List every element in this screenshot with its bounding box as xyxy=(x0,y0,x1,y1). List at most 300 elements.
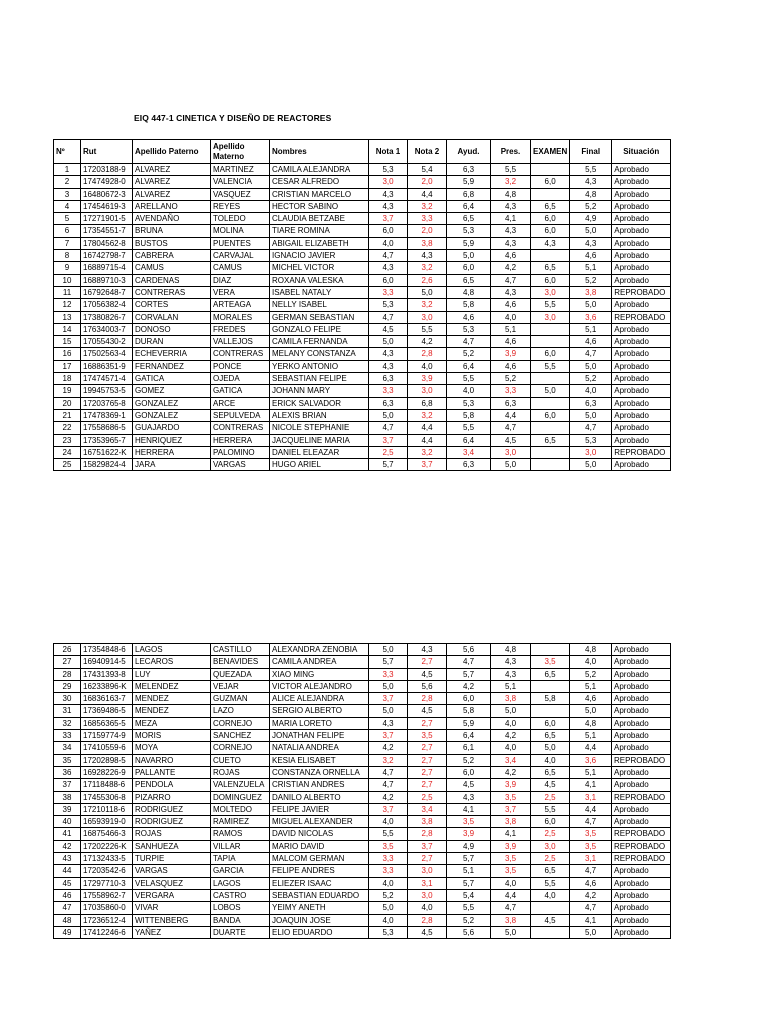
status-cell: Aprobado xyxy=(612,644,671,656)
presentation-cell: 5,1 xyxy=(491,323,531,335)
assistantship-cell: 5,3 xyxy=(447,323,491,335)
grades-table-part-2 xyxy=(53,643,671,939)
table-row xyxy=(54,286,671,298)
rut-cell: 16593919-0 xyxy=(81,816,133,828)
first-names-cell: KESIA ELISABET xyxy=(270,754,369,766)
assistantship-cell: 6,1 xyxy=(447,742,491,754)
table-row xyxy=(54,877,671,889)
grades-body-part-1 xyxy=(54,164,671,471)
presentation-cell: 3,7 xyxy=(491,803,531,815)
grade-1-cell: 5,7 xyxy=(369,656,408,668)
grade-2-cell: 3,5 xyxy=(408,730,447,742)
table-header-row xyxy=(54,140,671,164)
presentation-cell: 4,3 xyxy=(491,200,531,212)
paternal-surname-cell: LECAROS xyxy=(133,656,211,668)
maternal-surname-cell: VALLEJOS xyxy=(211,336,270,348)
status-cell: REPROBADO xyxy=(612,446,671,458)
header-final: Final xyxy=(570,140,612,164)
maternal-surname-cell: CONTRERAS xyxy=(211,422,270,434)
number-cell: 10 xyxy=(54,274,81,286)
first-names-cell: NICOLE STEPHANIE xyxy=(270,422,369,434)
paternal-surname-cell: VARGAS xyxy=(133,865,211,877)
number-cell: 38 xyxy=(54,791,81,803)
exam-cell: 5,5 xyxy=(531,877,570,889)
first-names-cell: HUGO ARIEL xyxy=(270,459,369,471)
grade-2-cell: 4,4 xyxy=(408,422,447,434)
table-row xyxy=(54,409,671,421)
exam-cell: 5,5 xyxy=(531,803,570,815)
paternal-surname-cell: RODRIGUEZ xyxy=(133,803,211,815)
final-cell: 5,2 xyxy=(570,373,612,385)
table-row xyxy=(54,693,671,705)
table-row xyxy=(54,730,671,742)
status-cell: REPROBADO xyxy=(612,754,671,766)
assistantship-cell: 5,9 xyxy=(447,717,491,729)
exam-cell: 3,0 xyxy=(531,840,570,852)
table-row xyxy=(54,250,671,262)
final-cell: 5,0 xyxy=(570,225,612,237)
presentation-cell: 3,8 xyxy=(491,816,531,828)
grade-2-cell: 6,8 xyxy=(408,397,447,409)
final-cell: 5,2 xyxy=(570,200,612,212)
assistantship-cell: 4,9 xyxy=(447,840,491,852)
assistantship-cell: 5,2 xyxy=(447,754,491,766)
assistantship-cell: 4,2 xyxy=(447,680,491,692)
table-row xyxy=(54,779,671,791)
grade-1-cell: 5,3 xyxy=(369,926,408,938)
grade-1-cell: 3,3 xyxy=(369,385,408,397)
exam-cell: 4,5 xyxy=(531,779,570,791)
first-names-cell: IGNACIO JAVIER xyxy=(270,250,369,262)
final-cell: 4,6 xyxy=(570,250,612,262)
exam-cell: 3,0 xyxy=(531,311,570,323)
header-number: Nº xyxy=(54,140,81,164)
number-cell: 34 xyxy=(54,742,81,754)
assistantship-cell: 4,3 xyxy=(447,791,491,803)
paternal-surname-cell: BRUNA xyxy=(133,225,211,237)
grade-2-cell: 5,5 xyxy=(408,323,447,335)
paternal-surname-cell: MEZA xyxy=(133,717,211,729)
status-cell: Aprobado xyxy=(612,434,671,446)
presentation-cell: 4,6 xyxy=(491,250,531,262)
presentation-cell: 4,8 xyxy=(491,644,531,656)
rut-cell: 16875466-3 xyxy=(81,828,133,840)
presentation-cell: 4,3 xyxy=(491,668,531,680)
number-cell: 39 xyxy=(54,803,81,815)
final-cell: 3,8 xyxy=(570,286,612,298)
final-cell: 5,3 xyxy=(570,434,612,446)
exam-cell: 6,0 xyxy=(531,409,570,421)
exam-cell: 3,5 xyxy=(531,656,570,668)
maternal-surname-cell: PONCE xyxy=(211,360,270,372)
final-cell: 5,1 xyxy=(570,766,612,778)
paternal-surname-cell: AVENDAÑO xyxy=(133,213,211,225)
grade-2-cell: 4,5 xyxy=(408,668,447,680)
paternal-surname-cell: GUAJARDO xyxy=(133,422,211,434)
number-cell: 41 xyxy=(54,828,81,840)
assistantship-cell: 6,3 xyxy=(447,459,491,471)
first-names-cell: NATALIA ANDREA xyxy=(270,742,369,754)
grade-1-cell: 4,7 xyxy=(369,250,408,262)
assistantship-cell: 6,0 xyxy=(447,693,491,705)
header-first-names: Nombres xyxy=(270,140,369,164)
first-names-cell: GONZALO FELIPE xyxy=(270,323,369,335)
rut-cell: 17455306-8 xyxy=(81,791,133,803)
paternal-surname-cell: CAMUS xyxy=(133,262,211,274)
rut-cell: 16233896-K xyxy=(81,680,133,692)
grade-2-cell: 4,5 xyxy=(408,705,447,717)
rut-cell: 17203765-8 xyxy=(81,397,133,409)
grade-1-cell: 4,3 xyxy=(369,348,408,360)
table-row xyxy=(54,237,671,249)
assistantship-cell: 6,5 xyxy=(447,213,491,225)
exam-cell xyxy=(531,188,570,200)
paternal-surname-cell: CONTRERAS xyxy=(133,286,211,298)
grade-2-cell: 4,0 xyxy=(408,360,447,372)
status-cell: Aprobado xyxy=(612,336,671,348)
first-names-cell: CLAUDIA BETZABE xyxy=(270,213,369,225)
assistantship-cell: 6,4 xyxy=(447,730,491,742)
rut-cell: 17410559-6 xyxy=(81,742,133,754)
number-cell: 31 xyxy=(54,705,81,717)
maternal-surname-cell: VERA xyxy=(211,286,270,298)
paternal-surname-cell: MOYA xyxy=(133,742,211,754)
status-cell: Aprobado xyxy=(612,656,671,668)
rut-cell: 17055430-2 xyxy=(81,336,133,348)
table-row xyxy=(54,791,671,803)
rut-cell: 17502563-4 xyxy=(81,348,133,360)
first-names-cell: DAVID NICOLAS xyxy=(270,828,369,840)
paternal-surname-cell: HERRERA xyxy=(133,446,211,458)
rut-cell: 17634003-7 xyxy=(81,323,133,335)
first-names-cell: ELIEZER ISAAC xyxy=(270,877,369,889)
first-names-cell: JOHANN MARY xyxy=(270,385,369,397)
final-cell: 5,2 xyxy=(570,668,612,680)
maternal-surname-cell: LAZO xyxy=(211,705,270,717)
exam-cell: 6,0 xyxy=(531,225,570,237)
first-names-cell: MICHEL VICTOR xyxy=(270,262,369,274)
first-names-cell: YERKO ANTONIO xyxy=(270,360,369,372)
grade-2-cell: 5,6 xyxy=(408,680,447,692)
final-cell: 4,6 xyxy=(570,877,612,889)
grade-1-cell: 3,3 xyxy=(369,286,408,298)
grade-1-cell: 4,3 xyxy=(369,360,408,372)
exam-cell xyxy=(531,902,570,914)
table-row xyxy=(54,902,671,914)
presentation-cell: 3,4 xyxy=(491,754,531,766)
maternal-surname-cell: BANDA xyxy=(211,914,270,926)
assistantship-cell: 3,4 xyxy=(447,446,491,458)
exam-cell: 2,5 xyxy=(531,791,570,803)
maternal-surname-cell: ROJAS xyxy=(211,766,270,778)
final-cell: 4,7 xyxy=(570,816,612,828)
assistantship-cell: 5,7 xyxy=(447,853,491,865)
number-cell: 27 xyxy=(54,656,81,668)
number-cell: 9 xyxy=(54,262,81,274)
first-names-cell: GERMAN SEBASTIAN xyxy=(270,311,369,323)
grade-1-cell: 4,2 xyxy=(369,742,408,754)
maternal-surname-cell: MARTINEZ xyxy=(211,164,270,176)
grade-2-cell: 3,4 xyxy=(408,803,447,815)
maternal-surname-cell: DIAZ xyxy=(211,274,270,286)
table-row xyxy=(54,188,671,200)
grade-2-cell: 3,0 xyxy=(408,865,447,877)
assistantship-cell: 5,6 xyxy=(447,926,491,938)
first-names-cell: NELLY ISABEL xyxy=(270,299,369,311)
assistantship-cell: 4,5 xyxy=(447,779,491,791)
exam-cell: 2,5 xyxy=(531,828,570,840)
rut-cell: 16940914-5 xyxy=(81,656,133,668)
presentation-cell: 3,5 xyxy=(491,791,531,803)
grade-2-cell: 2,7 xyxy=(408,717,447,729)
assistantship-cell: 6,5 xyxy=(447,274,491,286)
header-status: Situación xyxy=(612,140,671,164)
first-names-cell: MALCOM GERMAN xyxy=(270,853,369,865)
final-cell: 4,3 xyxy=(570,176,612,188)
paternal-surname-cell: MORIS xyxy=(133,730,211,742)
final-cell: 4,1 xyxy=(570,914,612,926)
maternal-surname-cell: SANCHEZ xyxy=(211,730,270,742)
grade-2-cell: 3,0 xyxy=(408,889,447,901)
paternal-surname-cell: TURPIE xyxy=(133,853,211,865)
maternal-surname-cell: TAPIA xyxy=(211,853,270,865)
first-names-cell: TIARE ROMINA xyxy=(270,225,369,237)
presentation-cell: 4,0 xyxy=(491,877,531,889)
assistantship-cell: 5,4 xyxy=(447,889,491,901)
grade-2-cell: 2,7 xyxy=(408,853,447,865)
table-row xyxy=(54,840,671,852)
status-cell: Aprobado xyxy=(612,779,671,791)
grade-2-cell: 3,0 xyxy=(408,385,447,397)
grade-1-cell: 4,7 xyxy=(369,422,408,434)
exam-cell: 6,5 xyxy=(531,434,570,446)
first-names-cell: ALICE ALEJANDRA xyxy=(270,693,369,705)
number-cell: 44 xyxy=(54,865,81,877)
assistantship-cell: 3,9 xyxy=(447,828,491,840)
table-row xyxy=(54,336,671,348)
number-cell: 36 xyxy=(54,766,81,778)
exam-cell: 5,8 xyxy=(531,693,570,705)
maternal-surname-cell: CUETO xyxy=(211,754,270,766)
table-row xyxy=(54,705,671,717)
table-row xyxy=(54,914,671,926)
rut-cell: 16886351-9 xyxy=(81,360,133,372)
final-cell: 5,1 xyxy=(570,680,612,692)
grade-2-cell: 2,0 xyxy=(408,176,447,188)
grade-2-cell: 3,2 xyxy=(408,409,447,421)
rut-cell: 17353965-7 xyxy=(81,434,133,446)
status-cell: Aprobado xyxy=(612,262,671,274)
final-cell: 5,0 xyxy=(570,926,612,938)
grade-1-cell: 5,2 xyxy=(369,889,408,901)
grade-1-cell: 3,3 xyxy=(369,853,408,865)
paternal-surname-cell: HENRIQUEZ xyxy=(133,434,211,446)
exam-cell: 6,5 xyxy=(531,200,570,212)
number-cell: 48 xyxy=(54,914,81,926)
first-names-cell: ROXANA VALESKA xyxy=(270,274,369,286)
grade-2-cell: 4,3 xyxy=(408,644,447,656)
maternal-surname-cell: LAGOS xyxy=(211,877,270,889)
header-maternal-surname: Apellido Materno xyxy=(211,140,270,164)
grade-2-cell: 2,8 xyxy=(408,914,447,926)
presentation-cell: 4,3 xyxy=(491,656,531,668)
maternal-surname-cell: RAMOS xyxy=(211,828,270,840)
grade-2-cell: 3,8 xyxy=(408,237,447,249)
number-cell: 12 xyxy=(54,299,81,311)
first-names-cell: CONSTANZA ORNELLA xyxy=(270,766,369,778)
paternal-surname-cell: VELASQUEZ xyxy=(133,877,211,889)
maternal-surname-cell: REYES xyxy=(211,200,270,212)
first-names-cell: ALEXIS BRIAN xyxy=(270,409,369,421)
maternal-surname-cell: BENAVIDES xyxy=(211,656,270,668)
first-names-cell: JONATHAN FELIPE xyxy=(270,730,369,742)
assistantship-cell: 6,8 xyxy=(447,188,491,200)
final-cell: 3,5 xyxy=(570,840,612,852)
table-row xyxy=(54,766,671,778)
maternal-surname-cell: PUENTES xyxy=(211,237,270,249)
grade-2-cell: 3,2 xyxy=(408,446,447,458)
header-exam: EXAMEN xyxy=(531,140,570,164)
exam-cell: 6,5 xyxy=(531,766,570,778)
grade-2-cell: 3,9 xyxy=(408,373,447,385)
grade-2-cell: 2,6 xyxy=(408,274,447,286)
number-cell: 47 xyxy=(54,902,81,914)
table-row xyxy=(54,865,671,877)
maternal-surname-cell: GATICA xyxy=(211,385,270,397)
paternal-surname-cell: MENDEZ xyxy=(133,693,211,705)
maternal-surname-cell: DOMINGUEZ xyxy=(211,791,270,803)
grade-2-cell: 2,7 xyxy=(408,742,447,754)
assistantship-cell: 5,9 xyxy=(447,237,491,249)
assistantship-cell: 3,5 xyxy=(447,816,491,828)
paternal-surname-cell: CARDENAS xyxy=(133,274,211,286)
paternal-surname-cell: GOMEZ xyxy=(133,385,211,397)
first-names-cell: ERICK SALVADOR xyxy=(270,397,369,409)
first-names-cell: YEIMY ANETH xyxy=(270,902,369,914)
number-cell: 33 xyxy=(54,730,81,742)
rut-cell: 16742798-7 xyxy=(81,250,133,262)
number-cell: 20 xyxy=(54,397,81,409)
assistantship-cell: 6,3 xyxy=(447,164,491,176)
paternal-surname-cell: VIVAR xyxy=(133,902,211,914)
paternal-surname-cell: MENDEZ xyxy=(133,705,211,717)
rut-cell: 17035860-0 xyxy=(81,902,133,914)
grade-1-cell: 3,2 xyxy=(369,754,408,766)
grade-1-cell: 3,7 xyxy=(369,730,408,742)
rut-cell: 16480672-3 xyxy=(81,188,133,200)
assistantship-cell: 4,0 xyxy=(447,385,491,397)
table-row xyxy=(54,926,671,938)
presentation-cell: 4,6 xyxy=(491,336,531,348)
status-cell: Aprobado xyxy=(612,877,671,889)
number-cell: 5 xyxy=(54,213,81,225)
exam-cell: 6,5 xyxy=(531,865,570,877)
presentation-cell: 6,3 xyxy=(491,397,531,409)
rut-cell: 17474928-0 xyxy=(81,176,133,188)
table-row xyxy=(54,668,671,680)
rut-cell: 16751622-K xyxy=(81,446,133,458)
final-cell: 5,0 xyxy=(570,705,612,717)
first-names-cell: CRISTIAN MARCELO xyxy=(270,188,369,200)
grade-1-cell: 6,0 xyxy=(369,274,408,286)
paternal-surname-cell: ALVAREZ xyxy=(133,188,211,200)
presentation-cell: 4,3 xyxy=(491,237,531,249)
grade-1-cell: 4,0 xyxy=(369,237,408,249)
paternal-surname-cell: GONZALEZ xyxy=(133,397,211,409)
grade-1-cell: 3,7 xyxy=(369,803,408,815)
presentation-cell: 5,0 xyxy=(491,705,531,717)
grade-1-cell: 3,3 xyxy=(369,668,408,680)
paternal-surname-cell: PALLANTE xyxy=(133,766,211,778)
grades-table-part-1 xyxy=(53,139,671,471)
final-cell: 6,3 xyxy=(570,397,612,409)
status-cell: REPROBADO xyxy=(612,853,671,865)
presentation-cell: 4,2 xyxy=(491,730,531,742)
assistantship-cell: 5,7 xyxy=(447,668,491,680)
maternal-surname-cell: VARGAS xyxy=(211,459,270,471)
grade-2-cell: 3,8 xyxy=(408,816,447,828)
maternal-surname-cell: GUZMAN xyxy=(211,693,270,705)
grade-1-cell: 6,3 xyxy=(369,397,408,409)
rut-cell: 16889715-4 xyxy=(81,262,133,274)
status-cell: Aprobado xyxy=(612,348,671,360)
header-grade-2: Nota 2 xyxy=(408,140,447,164)
status-cell: Aprobado xyxy=(612,803,671,815)
number-cell: 28 xyxy=(54,668,81,680)
paternal-surname-cell: LUY xyxy=(133,668,211,680)
presentation-cell: 3,8 xyxy=(491,914,531,926)
status-cell: REPROBADO xyxy=(612,828,671,840)
rut-cell: 17474571-4 xyxy=(81,373,133,385)
presentation-cell: 4,8 xyxy=(491,188,531,200)
rut-cell: 17454619-3 xyxy=(81,200,133,212)
header-presentation: Pres. xyxy=(491,140,531,164)
status-cell: Aprobado xyxy=(612,299,671,311)
table-row xyxy=(54,816,671,828)
number-cell: 22 xyxy=(54,422,81,434)
number-cell: 26 xyxy=(54,644,81,656)
grade-1-cell: 4,3 xyxy=(369,188,408,200)
presentation-cell: 4,0 xyxy=(491,717,531,729)
final-cell: 4,4 xyxy=(570,803,612,815)
rut-cell: 17354848-6 xyxy=(81,644,133,656)
number-cell: 2 xyxy=(54,176,81,188)
paternal-surname-cell: FERNANDEZ xyxy=(133,360,211,372)
maternal-surname-cell: SEPULVEDA xyxy=(211,409,270,421)
maternal-surname-cell: VILLAR xyxy=(211,840,270,852)
header-grade-1: Nota 1 xyxy=(369,140,408,164)
number-cell: 4 xyxy=(54,200,81,212)
grade-1-cell: 4,7 xyxy=(369,779,408,791)
grade-1-cell: 5,0 xyxy=(369,902,408,914)
grade-2-cell: 3,2 xyxy=(408,262,447,274)
number-cell: 40 xyxy=(54,816,81,828)
paternal-surname-cell: GATICA xyxy=(133,373,211,385)
grade-1-cell: 3,7 xyxy=(369,213,408,225)
maternal-surname-cell: CARVAJAL xyxy=(211,250,270,262)
grade-1-cell: 4,0 xyxy=(369,877,408,889)
status-cell: Aprobado xyxy=(612,323,671,335)
first-names-cell: FELIPE ANDRES xyxy=(270,865,369,877)
rut-cell: 17203188-9 xyxy=(81,164,133,176)
exam-cell xyxy=(531,397,570,409)
number-cell: 1 xyxy=(54,164,81,176)
status-cell: Aprobado xyxy=(612,385,671,397)
exam-cell: 6,5 xyxy=(531,262,570,274)
maternal-surname-cell: VEJAR xyxy=(211,680,270,692)
number-cell: 13 xyxy=(54,311,81,323)
paternal-surname-cell: BUSTOS xyxy=(133,237,211,249)
